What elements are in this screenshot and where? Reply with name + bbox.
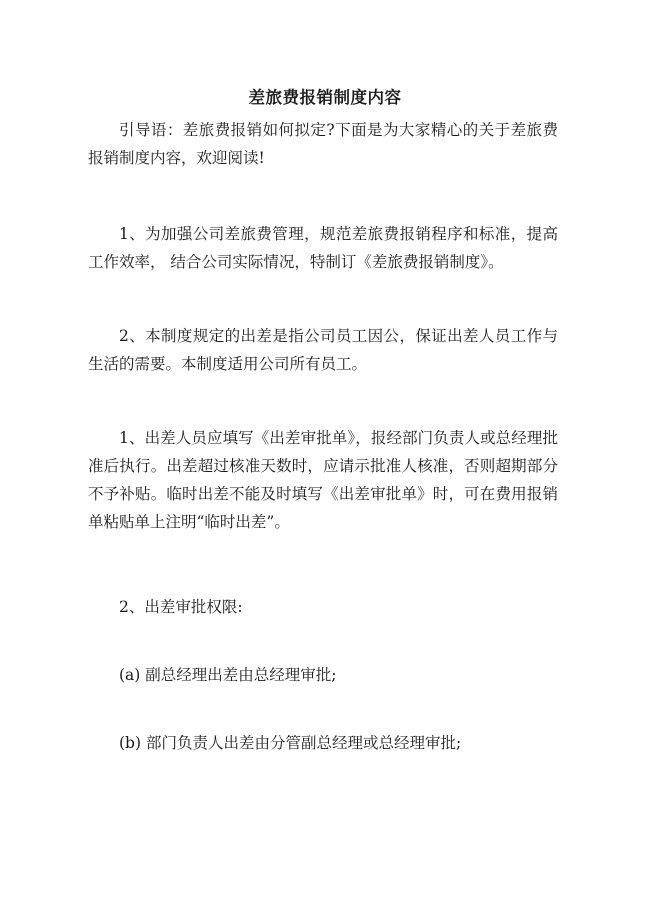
paragraph-approval-authority: 2、出差审批权限: <box>119 598 243 616</box>
paragraph-approval-form: 1、出差人员应填写《出差审批单》，报经部门负责人或总经理批准后执行。出差超过核准天数时，应请示批准人核准，否则超期部分不予补贴。临时出差不能及时填写《出差审批单》时，可在费用报销单粘贴单上注明“临时出差”。 <box>88 429 558 531</box>
list-item-a: (a) 副总经理出差由总经理审批; <box>119 666 337 684</box>
paragraph-scope: 2、本制度规定的出差是指公司员工因公，保证出差人员工作与生活的需要。本制度适用公司所有员工。 <box>88 327 558 373</box>
list-item-b: (b) 部门负责人出差由分管副总经理或总经理审批; <box>119 734 462 752</box>
paragraph-purpose: 1、为加强公司差旅费管理，规范差旅费报销程序和标准，提高工作效率， 结合公司实际情况，特制订《差旅费报销制度》。 <box>88 225 558 271</box>
document-title: 差旅费报销制度内容 <box>248 88 402 107</box>
intro-paragraph: 引导语：差旅费报销如何拟定?下面是为大家精心的关于差旅费报销制度内容，欢迎阅读! <box>88 121 558 167</box>
